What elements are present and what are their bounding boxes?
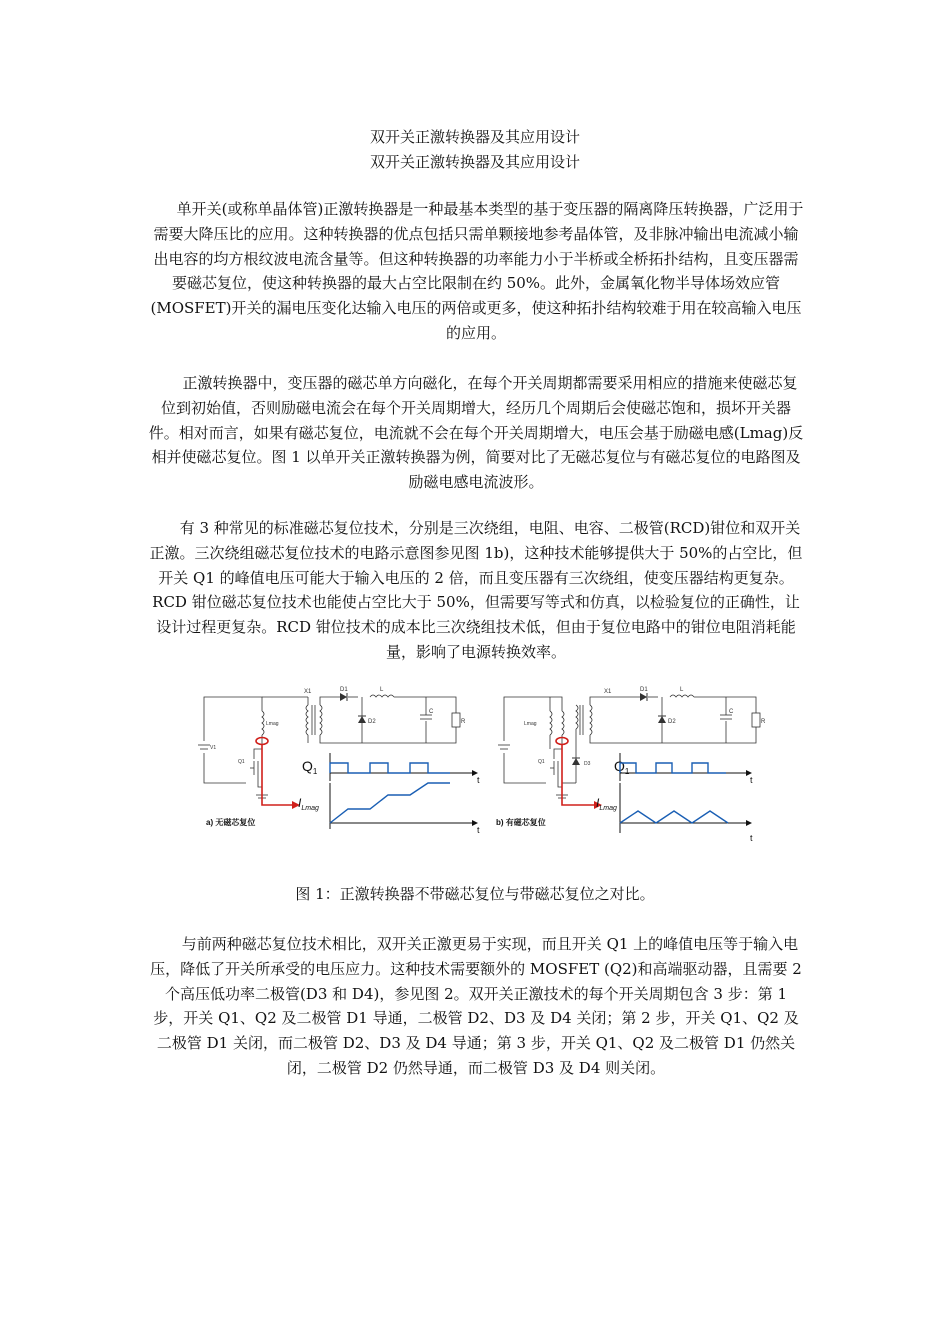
label-b-x1: X1 xyxy=(604,689,612,695)
panel-a-circuit xyxy=(198,695,460,798)
label-r: R xyxy=(461,719,466,725)
label-b-q1: Q1 xyxy=(538,759,545,765)
doc-subtitle: 双开关正激转换器及其应用设计 xyxy=(369,153,580,171)
paragraph-3 xyxy=(148,516,804,665)
panel-a-q1-t: t xyxy=(477,775,480,785)
paragraph-1-text: 单开关(或称单晶体管)正激转换器是一种最基本类型的基于变压器的隔离降压转换器，广泛用于需要大降压比的应用。这种转换器的优点包括只需单颗接地参考晶体管，及非脉冲输出电流减小输出电容的均方根纹波电流含量等。但这种转换器的功率能力小于半桥或全桥拓扑结构，且变压器需要磁芯复位，使这种转换器的最大占空比限制在约 50%。此外，金属氧化物半导体场效应管(MOSFET)开关的漏电压变化达输入电压的两倍或更多，使这种拓扑结构较难于用在较高输入电压的应用。 xyxy=(150,200,804,342)
panel-b-current-path xyxy=(556,738,594,806)
figure-caption: 图 1：正激转换器不带磁芯复位与带磁芯复位之对比。 xyxy=(295,885,655,903)
label-b-c: C xyxy=(729,709,734,715)
panel-b-circuit xyxy=(498,695,760,798)
label-lmag: Lmag xyxy=(266,721,279,727)
panel-b-ilmag-t: t xyxy=(750,833,753,843)
panel-b-q1-label: $Q_1$ xyxy=(614,758,630,776)
label-d1: D1 xyxy=(340,687,348,693)
label-b-d3: D3 xyxy=(584,761,591,767)
panel-b-q1-t: t xyxy=(750,775,753,785)
label-v1: V1 xyxy=(210,745,217,751)
panel-a-q1-label: $Q_1$ xyxy=(302,758,318,776)
label-l: L xyxy=(380,687,384,693)
panel-a-ilmag-t: t xyxy=(477,825,480,835)
panel-b-ilmag-label: $I_{Lmag}$ xyxy=(596,796,617,812)
panel-a-ilmag-label: $I_{Lmag}$ xyxy=(298,796,319,812)
panel-a-label: a) 无磁芯复位 xyxy=(206,818,256,827)
label-b-d1: D1 xyxy=(640,687,648,693)
label-d2: D2 xyxy=(368,719,376,725)
figure-1-graphic xyxy=(190,683,770,843)
label-x1: X1 xyxy=(304,689,312,695)
paragraph-1 xyxy=(148,197,804,346)
panel-a-ilmag-wave xyxy=(330,783,450,823)
label-q1: Q1 xyxy=(238,759,245,765)
panel-a-current-path xyxy=(256,738,292,806)
label-b-d2: D2 xyxy=(668,719,676,725)
panel-b-q1-wave xyxy=(620,763,726,773)
paragraph-3-text: 有 3 种常见的标准磁芯复位技术，分别是三次绕组，电阻、电容、二极管(RCD)钳位和双开关正激。三次绕组磁芯复位技术的电路示意图参见图 1b)，这种技术能够提供大于 50%的占空比，但开关 Q1 的峰值电压可能大于输入电压的 2 倍，而且变压器有三次绕组，使变压器结构更复杂。RCD 钳位磁芯复位技术也能使占空比大于 50%，但需要写等式和仿真，以检验复位的正确性，让设计过程更复杂。RCD 钳位技术的成本比三次绕组技术低，但由于复位电路中的钳位电阻消耗能量，影响了电源转换效率。 xyxy=(149,519,803,661)
panel-b-ilmag-wave xyxy=(620,811,728,823)
panel-b-label: b) 有磁芯复位 xyxy=(496,818,546,827)
label-b-r: R xyxy=(761,719,766,725)
paragraph-2-text: 正激转换器中，变压器的磁芯单方向磁化，在每个开关周期都需要采用相应的措施来使磁芯复位到初始值，否则励磁电流会在每个开关周期增大，经历几个周期后会使磁芯饱和，损坏开关器件。相对而言，如果有磁芯复位，电流就不会在每个开关周期增大，电压会基于励磁电感(Lmag)反相并使磁芯复位。图 1 以单开关正激转换器为例，简要对比了无磁芯复位与有磁芯复位的电路图及励磁电感电流波形。 xyxy=(148,374,804,492)
label-c: C xyxy=(429,709,434,715)
doc-title: 双开关正激转换器及其应用设计 xyxy=(369,128,580,146)
figure-1 xyxy=(190,683,770,843)
panel-a-q1-wave xyxy=(330,763,450,773)
label-b-l: L xyxy=(680,687,684,693)
paragraph-2 xyxy=(148,371,804,495)
label-b-lmag: Lmag xyxy=(524,721,537,727)
paragraph-4-text: 与前两种磁芯复位技术相比，双开关正激更易于实现，而且开关 Q1 上的峰值电压等于输入电压，降低了开关所承受的电压应力。这种技术需要额外的 MOSFET (Q2)和高端驱动器，且需要 2 个高压低功率二极管(D3 和 D4)，参见图 2。双开关正激技术的每个开关周期包含 3 步：第 1 步，开关 Q1、Q2 及二极管 D1 导通，二极管 D2、D3 及 D4 关闭；第 2 步，开关 Q1、Q2 及二极管 D1 关闭，而二极管 D2、D3 及 D4 导通；第 3 步，开关 Q1、Q2 及二极管 D1 仍然关闭，二极管 D2 仍然导通，而二极管 D3 及 D4 则关闭。 xyxy=(150,935,802,1077)
paragraph-4 xyxy=(148,932,804,1081)
